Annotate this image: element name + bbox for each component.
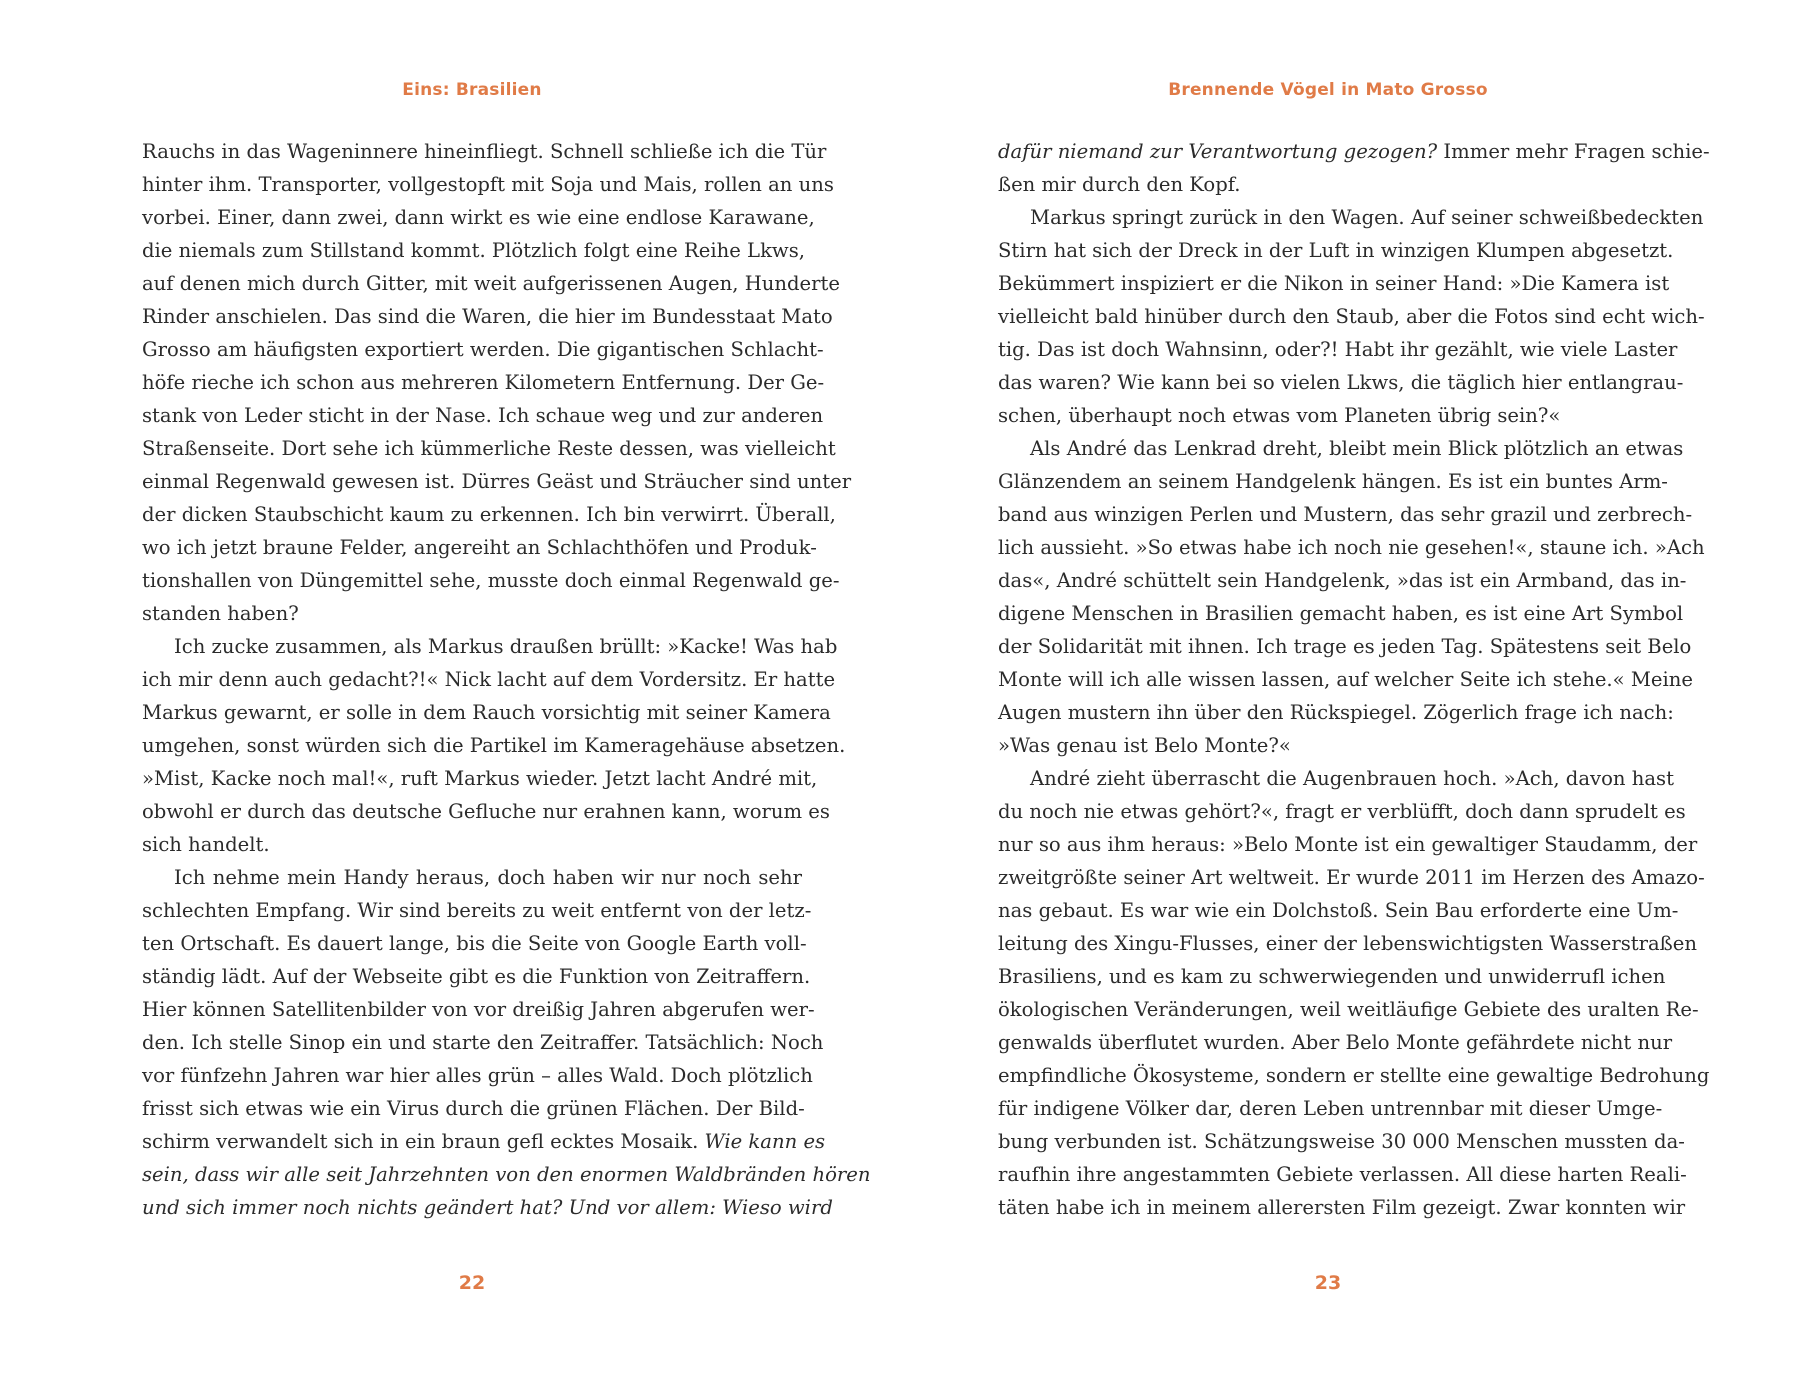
- text-line: Ich nehme mein Handy heraus, doch haben wir nur noch sehr: [174, 866, 802, 889]
- text-line: Straßenseite. Dort sehe ich kümmerliche Reste dessen, was vielleicht: [142, 437, 836, 460]
- text-line: das waren? Wie kann bei so vielen Lkws, die täglich hier entlangrau-: [998, 371, 1684, 394]
- text-line: Grosso am häufigsten exportiert werden. Die gigantischen Schlacht-: [142, 338, 824, 361]
- text-line: ich mir denn auch gedacht?!« Nick lacht auf dem Vordersitz. Er hatte: [142, 668, 836, 691]
- right-page: [900, 0, 1800, 1390]
- text-line: höfe rieche ich schon aus mehreren Kilometern Entfernung. Der Ge-: [142, 371, 825, 394]
- text-line: ökologischen Veränderungen, weil weitläufige Gebiete des uralten Re-: [998, 998, 1699, 1021]
- text-line: leitung des Xingu-Flusses, einer der lebenswichtigsten Wasserstraßen: [998, 932, 1697, 955]
- text-line: hinter ihm. Transporter, vollgestopft mit Soja und Mais, rollen an uns: [142, 173, 834, 196]
- text-line: Ich zucke zusammen, als Markus draußen brüllt: »Kacke! Was hab: [174, 635, 838, 658]
- text-line: André zieht überrascht die Augenbrauen hoch. »Ach, davon hast: [1030, 767, 1674, 790]
- text-line: genwalds überflutet wurden. Aber Belo Monte gefährdete nicht nur: [998, 1031, 1673, 1054]
- text-line: und sich immer noch nichts geändert hat? Und vor allem: Wieso wird: [142, 1196, 833, 1219]
- text-line: standen haben?: [142, 602, 299, 625]
- text-line: für indigene Völker dar, deren Leben untrennbar mit dieser Umge-: [998, 1097, 1663, 1120]
- text-line: Rinder anschielen. Das sind die Waren, die hier im Bundesstaat Mato: [142, 305, 833, 328]
- text-line: schirm verwandelt sich in ein braun gefl ecktes Mosaik. Wie kann es: [142, 1130, 826, 1153]
- page-number-left: 22: [458, 1272, 486, 1294]
- running-head-right: Brennende Vögel in Mato Grosso: [1168, 80, 1488, 100]
- running-head-left: Eins: Brasilien: [402, 80, 542, 100]
- page-number-right: 23: [1314, 1272, 1342, 1294]
- text-line: raufhin ihre angestammten Gebiete verlassen. All diese harten Reali-: [998, 1163, 1687, 1186]
- text-line: nur so aus ihm heraus: »Belo Monte ist ein gewaltiger Staudamm, der: [998, 833, 1698, 856]
- text-line: der Solidarität mit ihnen. Ich trage es jeden Tag. Spätestens seit Belo: [998, 635, 1692, 658]
- text-line: Bekümmert inspiziert er die Nikon in seiner Hand: »Die Kamera ist: [998, 272, 1670, 295]
- text-line: zweitgrößte seiner Art weltweit. Er wurde 2011 im Herzen des Amazo-: [998, 866, 1705, 889]
- text-line: einmal Regenwald gewesen ist. Dürres Geäst und Sträucher sind unter: [142, 470, 852, 493]
- text-line: ßen mir durch den Kopf.: [998, 173, 1241, 196]
- text-line: nas gebaut. Es war wie ein Dolchstoß. Sein Bau erforderte eine Um-: [998, 899, 1679, 922]
- text-line: Als André das Lenkrad dreht, bleibt mein Blick plötzlich an etwas: [1030, 437, 1684, 460]
- text-line: Brasiliens, und es kam zu schwerwiegenden und unwiderrufl ichen: [998, 965, 1666, 988]
- text-line: die niemals zum Stillstand kommt. Plötzlich folgt eine Reihe Lkws,: [142, 239, 805, 262]
- text-line: wo ich jetzt braune Felder, angereiht an Schlachthöfen und Produk-: [142, 536, 817, 559]
- text-line: obwohl er durch das deutsche Gefluche nur erahnen kann, worum es: [142, 800, 830, 823]
- text-line: Glänzendem an seinem Handgelenk hängen. Es ist ein buntes Arm-: [998, 470, 1668, 493]
- text-line: Rauchs in das Wageninnere hineinfliegt. Schnell schließe ich die Tür: [142, 140, 827, 163]
- text-line: empfindliche Ökosysteme, sondern er stellte eine gewaltige Bedrohung: [998, 1064, 1710, 1087]
- text-line: sich handelt.: [142, 833, 270, 856]
- text-line: der dicken Staubschicht kaum zu erkennen. Ich bin verwirrt. Überall,: [142, 503, 836, 526]
- text-line: Augen mustern ihn über den Rückspiegel. Zögerlich frage ich nach:: [998, 701, 1674, 724]
- text-line: ständig lädt. Auf der Webseite gibt es die Funktion von Zeitraffern.: [142, 965, 811, 988]
- text-line: digene Menschen in Brasilien gemacht haben, es ist eine Art Symbol: [998, 602, 1684, 625]
- text-line: lich aussieht. »So etwas habe ich noch nie gesehen!«, staune ich. »Ach: [998, 536, 1705, 559]
- text-line: umgehen, sonst würden sich die Partikel im Kameragehäuse absetzen.: [142, 734, 846, 757]
- text-line: Hier können Satellitenbilder von vor dreißig Jahren abgerufen wer-: [142, 998, 815, 1021]
- text-line: Markus springt zurück in den Wagen. Auf seiner schweißbedeckten: [1030, 206, 1704, 229]
- text-line: vor fünfzehn Jahren war hier alles grün – alles Wald. Doch plötzlich: [142, 1064, 813, 1087]
- text-line: Markus gewarnt, er solle in dem Rauch vorsichtig mit seiner Kamera: [142, 701, 831, 724]
- text-line: stank von Leder sticht in der Nase. Ich schaue weg und zur anderen: [142, 404, 824, 427]
- text-line: tionshallen von Düngemittel sehe, musste doch einmal Regenwald ge-: [142, 569, 840, 592]
- body-text-left: [142, 135, 871, 1224]
- text-line: täten habe ich in meinem allerersten Film gezeigt. Zwar konnten wir: [998, 1196, 1686, 1219]
- text-line: ten Ortschaft. Es dauert lange, bis die Seite von Google Earth voll-: [142, 932, 807, 955]
- text-line: schen, überhaupt noch etwas vom Planeten übrig sein?«: [998, 404, 1561, 427]
- text-line: Monte will ich alle wissen lassen, auf welcher Seite ich stehe.« Meine: [998, 668, 1694, 691]
- text-line: frisst sich etwas wie ein Virus durch die grünen Flächen. Der Bild-: [142, 1097, 805, 1120]
- body-text-right: [998, 135, 1710, 1224]
- text-line: »Mist, Kacke noch mal!«, ruft Markus wieder. Jetzt lacht André mit,: [142, 767, 818, 790]
- text-line: dafür niemand zur Verantwortung gezogen? Immer mehr Fragen schie-: [998, 140, 1710, 163]
- text-line: auf denen mich durch Gitter, mit weit aufgerissenen Augen, Hunderte: [142, 272, 840, 295]
- text-line: schlechten Empfang. Wir sind bereits zu weit entfernt von der letz-: [142, 899, 812, 922]
- text-line: den. Ich stelle Sinop ein und starte den Zeitraffer. Tatsächlich: Noch: [142, 1031, 824, 1054]
- text-line: das«, André schüttelt sein Handgelenk, »das ist ein Armband, das in-: [998, 569, 1687, 592]
- text-line: bung verbunden ist. Schätzungsweise 30 000 Menschen mussten da-: [998, 1130, 1685, 1153]
- text-line: vielleicht bald hinüber durch den Staub, aber die Fotos sind echt wich-: [998, 305, 1705, 328]
- text-line: du noch nie etwas gehört?«, fragt er verblüfft, doch dann sprudelt es: [998, 800, 1686, 823]
- text-line: band aus winzigen Perlen und Mustern, das sehr grazil und zerbrech-: [998, 503, 1693, 526]
- text-line: tig. Das ist doch Wahnsinn, oder?! Habt ihr gezählt, wie viele Laster: [998, 338, 1678, 361]
- text-line: vorbei. Einer, dann zwei, dann wirkt es wie eine endlose Karawane,: [142, 206, 815, 229]
- text-line: sein, dass wir alle seit Jahrzehnten von den enormen Waldbränden hören: [142, 1163, 871, 1186]
- text-line: »Was genau ist Belo Monte?«: [998, 734, 1291, 757]
- text-line: Stirn hat sich der Dreck in der Luft in winzigen Klumpen abgesetzt.: [998, 239, 1674, 262]
